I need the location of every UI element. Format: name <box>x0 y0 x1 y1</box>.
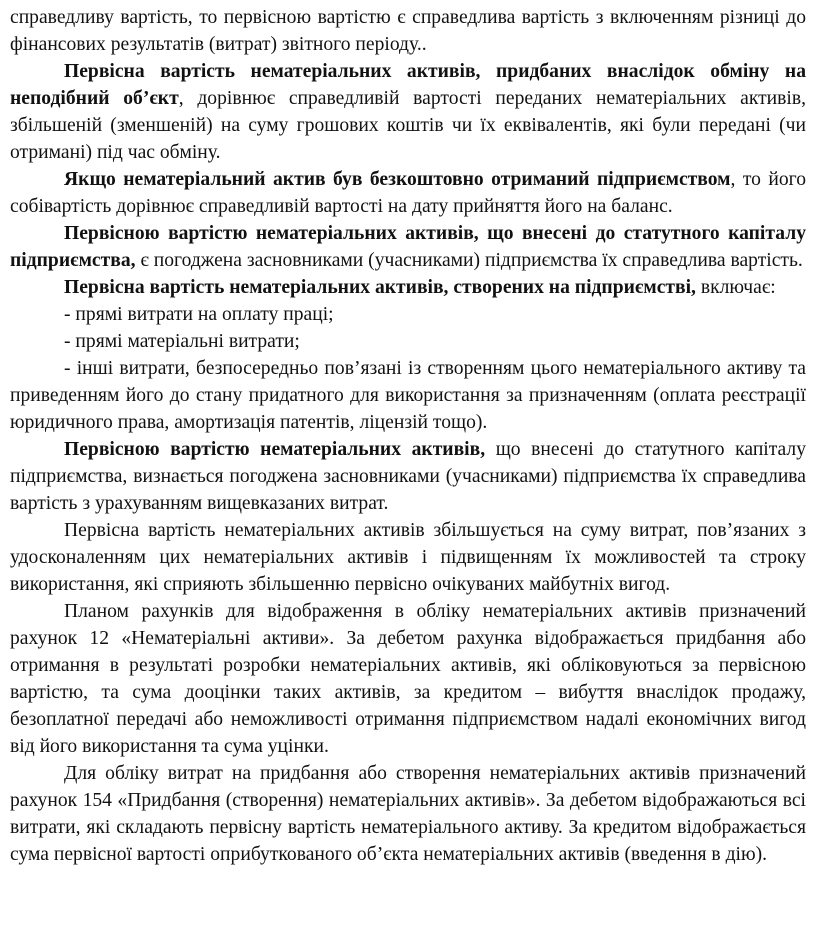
list-item-2-text: - прямі матеріальні витрати; <box>64 331 300 352</box>
paragraph-4 <box>10 220 806 274</box>
paragraph-9 <box>10 760 806 868</box>
paragraph-8-text: Планом рахунків для відображення в обліку нематеріальних активів призначений рахунок 12 «Нематеріальні активи». За дебетом рахунка відображається придбання або отримання в результаті розробки нематеріальних активів, які обліковуються за первісною вартістю, та сума дооцінки таких активів, за кредитом – вибуття внаслідок продажу, безоплатної передачі або неможливості отримання підприємством надалі економічних вигод від його використання та сума уцінки. <box>10 601 806 757</box>
paragraph-2-text: , дорівнює справедливій вартості переданих нематеріальних активів, збільшеній (зменшеній) на суму грошових коштів чи їх еквівалентів, які були передані (чи отримані) під час обміну. <box>10 88 806 163</box>
paragraph-3-bold: Якщо нематеріальний актив був безкоштовно отриманий підприємством <box>64 169 731 190</box>
paragraph-1-text: справедливу вартість, то первісною вартістю є справедлива вартість з включенням різниці до фінансових результатів (витрат) звітного періоду.. <box>10 7 806 55</box>
list-item-1 <box>10 301 806 328</box>
paragraph-5-bold: Первісна вартість нематеріальних активів, створених на підприємстві, <box>64 277 696 298</box>
paragraph-7-text: Первісна вартість нематеріальних активів збільшується на суму витрат, пов’язаних з удосконаленням цих нематеріальних активів і підвищенням їх можливостей та строку використання, які сприяють збільшенню первісно очікуваних майбутніх вигод. <box>10 520 806 595</box>
list-item-1-text: - прямі витрати на оплату праці; <box>64 304 334 325</box>
paragraph-6-text: що внесені до статутного капіталу підприємства, визнається погоджена засновниками (учасниками) підприємства їх справедлива вартість з урахуванням вищевказаних витрат. <box>10 439 806 514</box>
paragraph-8 <box>10 598 806 760</box>
paragraph-3-text: , то його собівартість дорівнює справедливій вартості на дату прийняття його на баланс. <box>10 169 806 217</box>
paragraph-5-text: включає: <box>695 277 776 298</box>
paragraph-4-text: є погоджена засновниками (учасниками) підприємства їх справедлива вартість. <box>135 250 803 271</box>
paragraph-5 <box>10 274 806 301</box>
paragraph-1 <box>10 4 806 58</box>
paragraph-6 <box>10 436 806 517</box>
paragraph-9-text: Для обліку витрат на придбання або створення нематеріальних активів призначений рахунок 154 «Придбання (створення) нематеріальних активів». За дебетом відображаються всі витрати, які складають первісну вартість нематеріального активу. За кредитом відображається сума первісної вартості оприбуткованого об’єкта нематеріальних активів (введення в дію). <box>10 763 806 865</box>
paragraph-6-bold: Первісною вартістю нематеріальних активів, <box>64 439 486 460</box>
list-item-3-text: - інші витрати, безпосередньо пов’язані із створенням цього нематеріального активу та приведенням його до стану придатного для використання за призначенням (оплата реєстрації юридичного права, амортизація патентів, ліцензій тощо). <box>10 358 806 433</box>
paragraph-4-bold: Первісною вартістю нематеріальних активів, що внесені до статутного капіталу підприємства, <box>10 223 806 271</box>
paragraph-2 <box>10 58 806 166</box>
paragraph-3 <box>10 166 806 220</box>
list-item-3 <box>10 355 806 436</box>
paragraph-7 <box>10 517 806 598</box>
paragraph-2-bold: Первісна вартість нематеріальних активів, придбаних внаслідок обміну на неподібний об’єкт <box>10 61 806 109</box>
list-item-2 <box>10 328 806 355</box>
